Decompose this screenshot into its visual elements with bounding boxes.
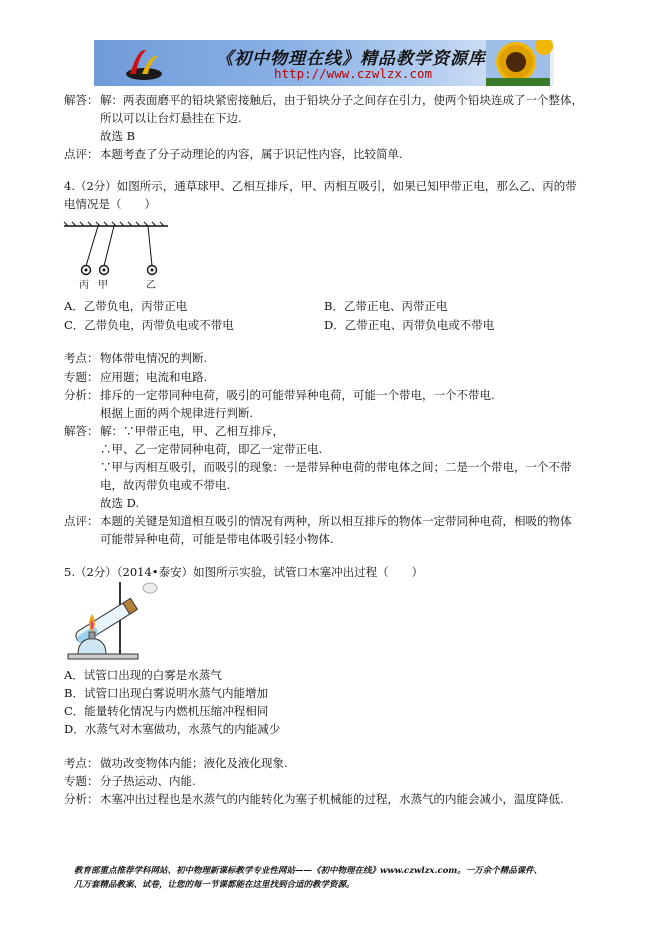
q5-option-d: D．水蒸气对木塞做功，水蒸气的内能减少 xyxy=(64,722,281,736)
q4-jieda-line: 解：∵甲带正电，甲、乙相互排斥， xyxy=(100,424,284,438)
q4-jieda-line: 电，故丙带负电或不带电. xyxy=(100,478,231,492)
footer-line: 教育部重点推荐学科网站、初中物理新课标教学专业性网站——《初中物理在线》www.czwlzx.com。一万余个精品课件、 xyxy=(74,866,543,876)
q3-jieda-label: 解答： xyxy=(64,93,99,107)
q3-jieda-line: 所以可以让台灯悬挂在下边. xyxy=(100,111,242,125)
q4-zhuanti-label: 专题： xyxy=(64,370,99,384)
q5-option-a: A．试管口出现的白雾是水蒸气 xyxy=(64,668,222,682)
q4-option-a: A．乙带负电，丙带正电 xyxy=(64,299,188,313)
banner-url: http://www.czwlzx.com xyxy=(274,66,433,81)
q4-jieda-line: ∴甲、乙一定带同种电荷，即乙一定带正电. xyxy=(100,442,323,456)
q5-option-c: C．能量转化情况与内燃机压缩冲程相同 xyxy=(64,704,269,718)
q4-option-d: D．乙带正电、丙带负电或不带电 xyxy=(324,318,495,332)
q5-stem: 5.（2分）（2014•泰安）如图所示实验，试管口木塞冲出过程（ ） xyxy=(64,565,424,579)
q5-kaodian: 做功改变物体内能；液化及液化现象. xyxy=(100,756,288,770)
figure-label-yi: 乙 xyxy=(146,280,156,291)
q4-fenxi-line: 排斥的一定带同种电荷，吸引的可能带异种电荷，可能一个带电，一个不带电. xyxy=(100,388,495,402)
q4-dianping-line: 本题的关键是知道相互吸引的情况有两种，所以相互排斥的物体一定带同种电荷，相吸的物体 xyxy=(100,514,572,528)
q4-kaodian: 物体带电情况的判断. xyxy=(100,351,208,365)
q3-jieda-line: 解：两表面磨平的铅块紧密接触后，由于铅块分子之间存在引力，使两个铅块连成了一个整体， xyxy=(100,93,583,107)
q4-kaodian-label: 考点： xyxy=(64,351,99,365)
q3-dianping-label: 点评： xyxy=(64,147,99,161)
q4-jieda-line: 故选 D. xyxy=(100,496,140,510)
q4-jieda-line: ∵甲与丙相互吸引，而吸引的现象：一是带异种电荷的带电体之间；二是一个带电，一个不带 xyxy=(100,460,572,474)
banner-title: 《初中物理在线》精品教学资源库 xyxy=(216,49,486,69)
q5-fenxi-line: 木塞冲出过程也是水蒸气的内能转化为塞子机械能的过程，水蒸气的内能会减小，温度降低. xyxy=(100,792,564,806)
sunflower-icon xyxy=(486,40,550,86)
q5-fenxi-label: 分析： xyxy=(64,792,99,806)
figure-label-jia: 甲 xyxy=(98,280,108,291)
footer-line: 几万套精品教案、试卷，让您的每一节课都能在这里找到合适的教学资源。 xyxy=(74,880,355,890)
test-tube-experiment-figure xyxy=(64,580,160,662)
q5-kaodian-label: 考点： xyxy=(64,756,99,770)
q5-option-b: B．试管口出现白雾说明水蒸气内能增加 xyxy=(64,686,268,700)
q4-fenxi-label: 分析： xyxy=(64,388,99,402)
q3-jieda-line: 故选 B xyxy=(100,129,136,143)
q4-dianping-label: 点评： xyxy=(64,514,99,528)
q5-zhuanti: 分子热运动、内能. xyxy=(100,774,196,788)
q4-option-c: C．乙带负电，丙带负电或不带电 xyxy=(64,318,234,332)
q4-zhuanti: 应用题；电流和电路. xyxy=(100,370,208,384)
q4-dianping-line: 可能带异种电荷，可能是带电体吸引轻小物体. xyxy=(100,532,334,546)
q4-option-b: B．乙带正电、丙带正电 xyxy=(324,299,448,313)
figure-label-bing: 丙 xyxy=(79,280,89,291)
site-logo-icon xyxy=(124,44,164,82)
q3-dianping-line: 本题考查了分子动理论的内容，属于识记性内容，比较简单. xyxy=(100,147,403,161)
q4-fenxi-line: 根据上面的两个规律进行判断. xyxy=(100,406,254,420)
q4-stem: 电情况是（ ） xyxy=(64,197,156,211)
header-banner xyxy=(94,40,554,86)
q5-zhuanti-label: 专题： xyxy=(64,774,99,788)
q4-stem: 4.（2分）如图所示，通草球甲、乙相互排斥，甲、丙相互吸引，如果已知甲带正电，那么乙、丙的带 xyxy=(64,179,577,193)
q4-jieda-label: 解答： xyxy=(64,424,99,438)
